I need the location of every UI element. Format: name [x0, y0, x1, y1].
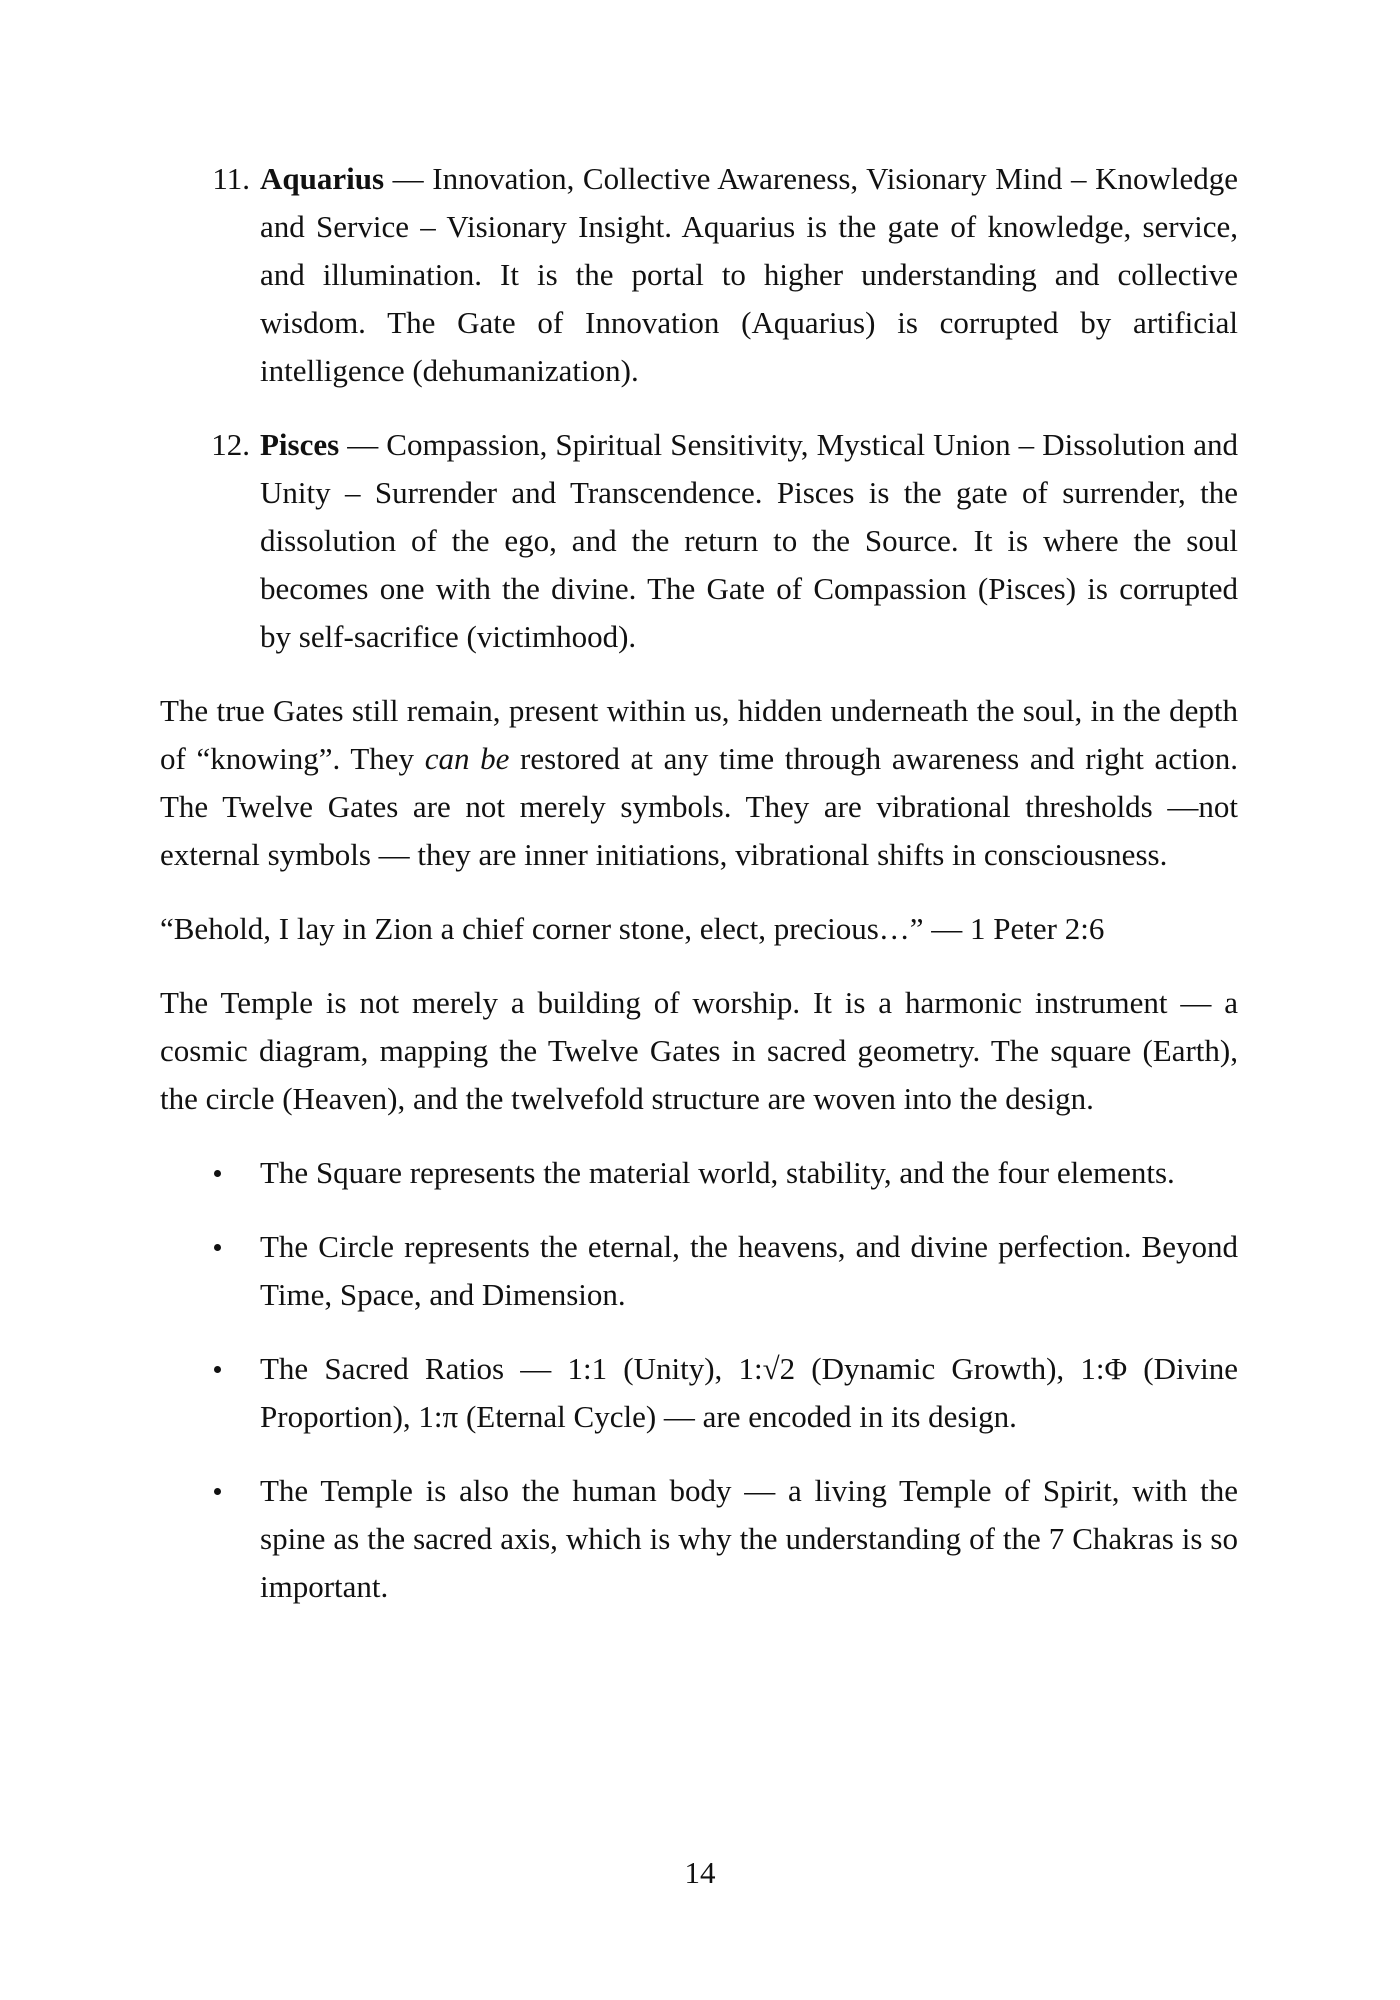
gate-number: 11. [212, 161, 250, 196]
gate-description [260, 155, 1238, 395]
gate-item-aquarius [160, 155, 1238, 395]
scripture-quote: “Behold, I lay in Zion a chief corner stone, elect, precious…” — 1 Peter 2:6 [160, 911, 1105, 946]
true-gates-emphasis: can be [424, 741, 510, 776]
true-gates-text-after: restored at any time through awareness and right action. The Twelve Gates are not merely symbols. They are vibrational thresholds —not external symbols — they are inner initiations, vibrational shifts in consciousness. [160, 741, 1238, 872]
gate-description [260, 421, 1238, 661]
bullet-text: The Circle represents the eternal, the heavens, and divine perfection. Beyond Time, Space, and Dimension. [260, 1229, 1238, 1312]
gate-text: — Compassion, Spiritual Sensitivity, Mystical Union – Dissolution and Unity – Surrender and Transcendence. Pisces is the gate of surrender, the dissolution of the ego, and the return to the Source. It is where the soul becomes one with the divine. The Gate of Compassion (Pisces) is corrupted by self-sacrifice (victimhood). [260, 427, 1238, 654]
bullet-icon [160, 1467, 260, 1611]
page-content [160, 155, 1238, 1637]
gate-text: — Innovation, Collective Awareness, Visionary Mind – Knowledge and Service – Visionary Insight. Aquarius is the gate of knowledge, service, and illumination. It is the portal to higher understanding and collective wisdom. The Gate of Innovation (Aquarius) is corrupted by artificial intelligence (dehumanization). [260, 161, 1238, 388]
bullet-item-human-body [160, 1467, 1238, 1611]
gate-name: Pisces [260, 427, 340, 462]
bullet-icon [160, 1223, 260, 1319]
true-gates-text-before: The true Gates still remain, present within us, hidden underneath the soul, in the depth of “knowing”. They [160, 693, 1238, 776]
bullet-item-sacred-ratios [160, 1345, 1238, 1441]
page-number: 14 [684, 1855, 716, 1890]
temple-paragraph: The Temple is not merely a building of worship. It is a harmonic instrument — a cosmic diagram, mapping the Twelve Gates in sacred geometry. The square (Earth), the circle (Heaven), and the twelvefold structure are woven into the design. [160, 985, 1238, 1116]
bullet-text: The Sacred Ratios — 1:1 (Unity), 1:√2 (Dynamic Growth), 1:Φ (Divine Proportion), 1:π (Eternal Cycle) — are encoded in its design. [260, 1351, 1238, 1434]
bullet-icon [160, 1345, 260, 1441]
bullet-text: The Temple is also the human body — a living Temple of Spirit, with the spine as the sacred axis, which is why the understanding of the 7 Chakras is so important. [260, 1473, 1238, 1604]
bullet-text: The Square represents the material world, stability, and the four elements. [260, 1155, 1175, 1190]
gate-name: Aquarius [260, 161, 385, 196]
bullet-item-circle [160, 1223, 1238, 1319]
temple-bullet-list [160, 1149, 1238, 1611]
bullet-icon [160, 1149, 260, 1197]
gate-item-pisces [160, 421, 1238, 661]
true-gates-paragraph [160, 687, 1238, 879]
bullet-item-square [160, 1149, 1238, 1197]
gate-number: 12. [211, 427, 250, 462]
